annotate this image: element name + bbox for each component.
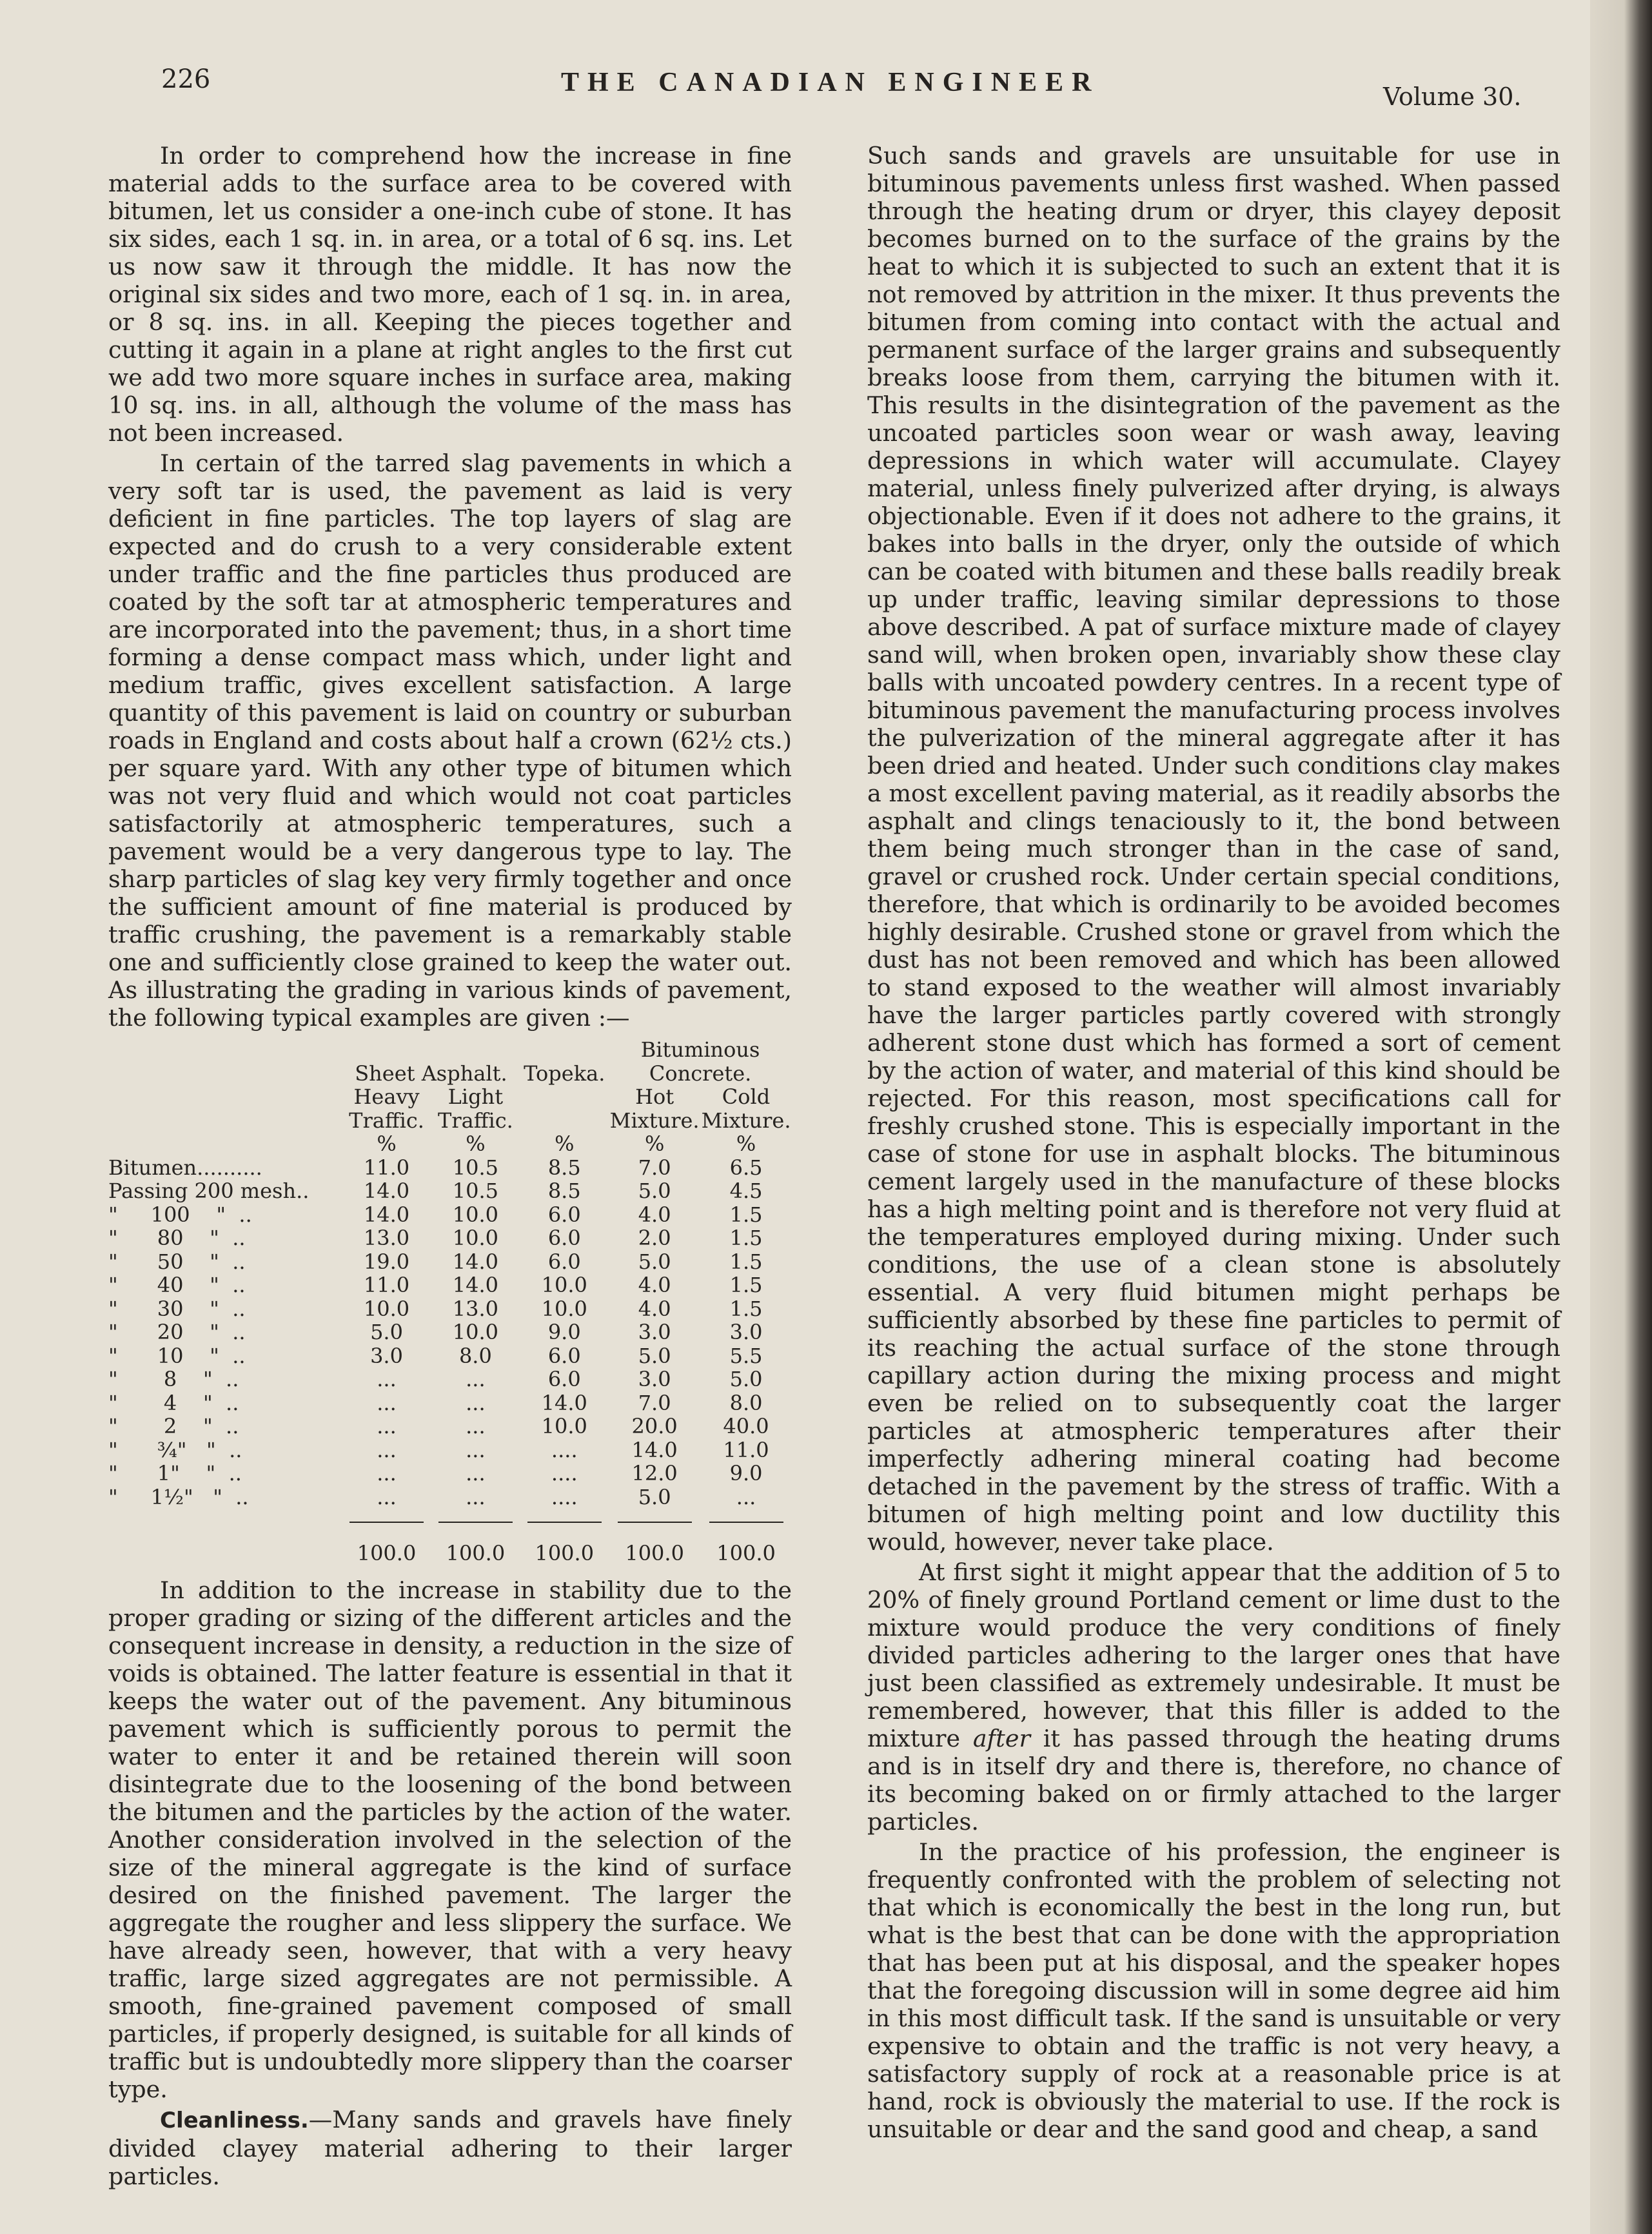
table-cell: 13.0	[363, 1226, 410, 1250]
row-label-text: " 50 " ..	[108, 1249, 246, 1274]
row-label	[108, 1273, 342, 1297]
table-cell: ...	[466, 1484, 486, 1509]
total-cell: 100.0	[535, 1540, 595, 1565]
table-cell: 1.5	[729, 1296, 763, 1321]
filler-text-start: At first sight it might appear that the addition of 5 to 20% of finely ground Portland cement or lime dust to the mixture would produce the very conditions of finely divided particles adhering to the larger ones that have just been classified as extremely undesirable. It must be remembered, however, that this filler is added to the mixture	[867, 1558, 1560, 1752]
paragraph-tarred-slag: In certain of the tarred slag pavements in which a very soft tar is used, the pavement as laid is very deficient in fine particles. The top layers of slag are expected and do crush to a very considerable extent under traffic and the fine particles thus produced are coated by the soft tar at atmospheric temperatures and are incorporated into the pavement; thus, in a short time forming a dense compact mass which, under light and medium traffic, gives excellent satisfaction. A large quantity of this pavement is laid on country or suburban roads in England and costs about half a crown (62½ cts.) per square yard. With any other type of bitumen which was not very fluid and which would not coat particles satisfactorily at atmospheric temperatures, such a pavement would be a very dangerous type to lay. The sharp particles of slag key very firmly together and once the sufficient amount of fine material is produced by traffic crushing, the pavement is a remarkably stable one and sufficiently close grained to keep the water out. As illustrating the grading in various kinds of pavement, the following typical examples are given :—	[108, 449, 792, 1032]
table-cell: 9.0	[547, 1320, 581, 1344]
table-cell: 5.0	[638, 1343, 671, 1368]
running-head	[0, 64, 1573, 116]
row-label-text: " 30 " ..	[108, 1296, 246, 1321]
table-cell: 5.0	[638, 1484, 671, 1509]
table-cell: 10.0	[363, 1296, 410, 1321]
table-cell: ...	[377, 1390, 397, 1415]
total-rule	[618, 1522, 692, 1523]
cleanliness-text: —Many sands and gravels have finely divided clayey material adhering to their larger particles.	[108, 2106, 792, 2190]
table-cell: 5.0	[638, 1249, 671, 1274]
total-rule	[349, 1522, 424, 1523]
table-cell: 9.0	[729, 1461, 763, 1485]
table-cell: 1.5	[729, 1273, 763, 1297]
grading-rows	[108, 1156, 792, 1509]
table-cell: 14.0	[541, 1390, 587, 1415]
table-cell: ...	[466, 1437, 486, 1462]
table-cell: 10.0	[541, 1414, 587, 1438]
paragraph-filler	[867, 1558, 1560, 1836]
header-topeka: Topeka.	[524, 1061, 605, 1086]
table-cell: 14.0	[631, 1437, 678, 1462]
row-label	[108, 1297, 342, 1321]
totals-row	[108, 1533, 792, 1565]
table-row	[108, 1344, 792, 1368]
table-cell: ....	[551, 1461, 578, 1485]
table-cell: 4.0	[638, 1296, 671, 1321]
table-cell: 4.0	[638, 1273, 671, 1297]
table-cell: 10.0	[541, 1273, 587, 1297]
table-cell: ...	[466, 1367, 486, 1391]
header-light: Light	[447, 1084, 504, 1109]
table-cell: 3.0	[729, 1320, 763, 1344]
table-cell: 7.0	[638, 1155, 671, 1180]
header-concrete: Concrete.	[649, 1061, 752, 1086]
table-cell: 1.5	[729, 1226, 763, 1250]
table-cell: ...	[377, 1461, 397, 1485]
table-row	[108, 1415, 792, 1438]
table-cell: 2.0	[638, 1226, 671, 1250]
table-cell: 3.0	[370, 1343, 403, 1368]
header-cold: Cold	[722, 1084, 771, 1109]
paragraph-engineer-practice: In the practice of his profession, the engineer is frequently confronted with the problem of selecting not that which is economically the best in the long run, but what is the best that can be done with the appropriation that has been put at his disposal, and the speaker hopes that the foregoing discussion will in some degree aid him in this most difficult task. If the sand is unsuitable or very expensive to obtain and the traffic is not very heavy, a satisfactory supply of rock at a reasonable price is at hand, rock is obviously the material to use. If the rock is unsuitable or dear and the sand good and cheap, a sand	[867, 1838, 1560, 2143]
table-cell: 13.0	[452, 1296, 499, 1321]
header-heavy: Heavy	[353, 1084, 420, 1109]
row-label-text: " 80 " ..	[108, 1226, 246, 1250]
table-row	[108, 1438, 792, 1462]
row-label	[108, 1438, 342, 1462]
row-label-text: Bitumen	[108, 1155, 197, 1180]
table-cell: 11.0	[723, 1437, 769, 1462]
row-label	[108, 1344, 342, 1368]
row-label-text: " 100 " ..	[108, 1202, 252, 1227]
header-heavy-traffic: Traffic.	[349, 1108, 424, 1133]
table-cell: 8.0	[458, 1343, 492, 1368]
percent-heading: %	[644, 1132, 665, 1156]
filler-text-end: it has passed through the heating drums and is in itself dry and there is, therefore, no chance of its becoming baked on or firmly attached to the larger particles.	[867, 1725, 1560, 1836]
cleanliness-heading: Cleanliness.	[160, 2108, 309, 2133]
row-label	[108, 1203, 342, 1227]
table-cell: 4.0	[638, 1202, 671, 1227]
table-cell: 10.5	[452, 1179, 499, 1203]
table-cell: 14.0	[452, 1249, 499, 1274]
left-column	[108, 142, 792, 2190]
row-label	[108, 1250, 342, 1274]
table-cell: 7.0	[638, 1390, 671, 1415]
percent-heading: %	[555, 1132, 575, 1156]
grading-table	[108, 1038, 792, 1565]
paragraph-stability: In addition to the increase in stability due to the proper grading or sizing of the different articles and the consequent increase in density, a reduction in the size of voids is obtained. The latter feature is essential in that it keeps the water out of the pavement. Any bituminous pavement which is sufficiently porous to permit the water to enter it and be retained therein will soon disintegrate due to the loosening of the bond between the bitumen and the particles by the action of the water. Another consideration involved in the selection of the size of the mineral aggregate is the kind of surface desired on the finished pavement. The larger the aggregate the rougher and less slippery the surface. We have already seen, however, that with a very heavy traffic, large sized aggregates are not permissible. A smooth, fine-grained pavement composed of small particles, if properly designed, is suitable for all kinds of traffic but is undoubtedly more slippery than the coarser type.	[108, 1576, 792, 2103]
row-label-text: Passing 200 mesh..	[108, 1179, 310, 1203]
table-cell: 6.5	[729, 1155, 763, 1180]
total-cell: 100.0	[716, 1540, 776, 1565]
percent-heading: %	[736, 1132, 756, 1156]
row-label	[108, 1462, 342, 1485]
table-row	[108, 1320, 792, 1344]
row-label	[108, 1367, 342, 1391]
table-cell: 12.0	[631, 1461, 678, 1485]
table-cell: 10.0	[452, 1320, 499, 1344]
page-number: 226	[161, 64, 211, 94]
total-cell: 100.0	[357, 1540, 417, 1565]
table-cell: 5.5	[729, 1343, 763, 1368]
total-rule	[709, 1522, 783, 1523]
row-label	[108, 1320, 342, 1344]
table-cell: ...	[736, 1484, 756, 1509]
table-cell: 1.5	[729, 1202, 763, 1227]
table-cell: ...	[377, 1414, 397, 1438]
total-cell: 100.0	[625, 1540, 684, 1565]
table-cell: 5.0	[638, 1179, 671, 1203]
table-row	[108, 1156, 792, 1180]
table-cell: ...	[466, 1390, 486, 1415]
table-cell: ....	[551, 1437, 578, 1462]
header-bituminous: Bituminous	[640, 1037, 760, 1062]
row-label-text: " 20 " ..	[108, 1320, 246, 1344]
table-cell: 8.5	[547, 1155, 581, 1180]
table-row	[108, 1273, 792, 1297]
table-cell: 8.5	[547, 1179, 581, 1203]
table-cell: 6.0	[547, 1343, 581, 1368]
table-row	[108, 1203, 792, 1227]
row-label	[108, 1156, 342, 1180]
table-row	[108, 1485, 792, 1509]
row-label	[108, 1179, 342, 1203]
paragraph-cube-example: In order to comprehend how the increase in fine material adds to the surface area to be covered with bitumen, let us consider a one-inch cube of stone. It has six sides, each 1 sq. in. in area, or a total of 6 sq. ins. Let us now saw it through the middle. It has now the original six sides and two more, each of 1 sq. in. in area, or 8 sq. ins. in all. Keeping the pieces together and cutting it again in a plane at right angles to the first cut we add two more square inches in surface area, making 10 sq. ins. in all, although the volume of the mass has not been increased.	[108, 142, 792, 447]
row-label-text: " 10 " ..	[108, 1343, 246, 1368]
table-cell: 11.0	[363, 1155, 410, 1180]
table-cell: 40.0	[723, 1414, 769, 1438]
table-cell: ...	[466, 1461, 486, 1485]
total-cell: 100.0	[446, 1540, 506, 1565]
row-label	[108, 1391, 342, 1415]
table-cell: 3.0	[638, 1320, 671, 1344]
table-cell: 19.0	[363, 1249, 410, 1274]
filler-italic-after: after	[972, 1725, 1030, 1752]
table-cell: 8.0	[729, 1390, 763, 1415]
paragraph-cleanliness	[108, 2106, 792, 2190]
table-row	[108, 1367, 792, 1391]
table-cell: 11.0	[363, 1273, 410, 1297]
table-row	[108, 1179, 792, 1203]
row-label-text: " 1" " ..	[108, 1461, 242, 1485]
page-edge-shadow	[1590, 0, 1652, 2234]
table-cell: 5.0	[370, 1320, 403, 1344]
table-cell: 6.0	[547, 1367, 581, 1391]
table-row	[108, 1226, 792, 1250]
right-column	[867, 142, 1560, 2143]
row-label-text: " 1½" " ..	[108, 1484, 249, 1509]
table-cell: 10.0	[541, 1296, 587, 1321]
paragraph-clayey-material: Such sands and gravels are unsuitable for use in bituminous pavements unless first washed. When passed through the heating drum or dryer, this clayey deposit becomes burned on to the surface of the grains by the heat to which it is subjected to such an extent that it is not removed by attrition in the mixer. It thus prevents the bitumen from coming into contact with the actual and permanent surface of the larger grains and subsequently breaks loose from them, carrying the bitumen with it. This results in the disintegration of the pavement as the uncoated particles soon wear or wash away, leaving depressions in which water will accumulate. Clayey material, unless finely pulverized after drying, is always objectionable. Even if it does not adhere to the grains, it bakes into balls in the dryer, only the outside of which can be coated with bitumen and these balls readily break up under traffic, leaving similar depressions to those above described. A pat of surface mixture made of clayey sand will, when broken open, invariably show these clay balls with uncoated powdery centres. In a recent type of bituminous pavement the manufacturing process involves the pulverization of the mineral aggregate after it has been dried and heated. Under such conditions clay makes a most excellent paving material, as it readily absorbs the asphalt and clings tenaciously to it, the bond between them being much stronger than in the case of sand, gravel or crushed rock. Under certain special conditions, therefore, that which is ordinarily to be avoided becomes highly desirable. Crushed stone or gravel from which the dust has not been removed and which has been allowed to stand exposed to the weather will almost invariably have the larger particles partly covered with strongly adherent stone dust which has formed a sort of cement by the action of water, and material of this kind should be rejected. For this reason, most specifications call for freshly crushed stone. This is especially important in the case of stone for use in asphalt blocks. The bituminous cement largely used in the manufacture of these blocks has a high melting point and is therefore not very fluid at the temperatures employed during mixing. Under such conditions, the use of a clean stone is absolutely essential. A very fluid bitumen might perhaps be sufficiently absorbed by these fine particles to permit of its reaching the actual surface of the stone through capillary action during the mixing process and might even be relied on to subsequently coat the larger particles at atmospheric temperatures after their imperfectly adhering mineral coating had become detached in the pavement by the stress of traffic. With a bitumen of high melting point and low ductility this would, however, never take place.	[867, 142, 1560, 1556]
total-rule	[438, 1522, 513, 1523]
rule-row	[108, 1509, 792, 1533]
table-cell: 14.0	[363, 1202, 410, 1227]
row-label-text: " 40 " ..	[108, 1273, 246, 1297]
header-hot: Hot	[635, 1084, 674, 1109]
header-cold-mixture: Mixture.	[701, 1108, 791, 1133]
journal-title: THE CANADIAN ENGINEER	[561, 68, 1100, 97]
table-cell: ...	[466, 1414, 486, 1438]
header-hot-mixture: Mixture.	[609, 1108, 700, 1133]
table-row	[108, 1297, 792, 1321]
table-cell: ...	[377, 1437, 397, 1462]
table-cell: 20.0	[631, 1414, 678, 1438]
row-label	[108, 1485, 342, 1509]
table-cell: 10.0	[452, 1226, 499, 1250]
row-label-text: " 4 " ..	[108, 1390, 239, 1415]
table-cell: 6.0	[547, 1249, 581, 1274]
row-label-text: " 2 " ..	[108, 1414, 239, 1438]
table-cell: ...	[377, 1367, 397, 1391]
table-cell: 5.0	[729, 1367, 763, 1391]
table-row	[108, 1250, 792, 1274]
table-cell: 3.0	[638, 1367, 671, 1391]
row-label	[108, 1415, 342, 1438]
table-cell: ...	[377, 1484, 397, 1509]
row-label-text: " ¾" " ..	[108, 1437, 242, 1462]
table-cell: 10.0	[452, 1202, 499, 1227]
table-cell: ....	[551, 1484, 578, 1509]
row-label-text: " 8 " ..	[108, 1367, 239, 1391]
table-cell: 14.0	[363, 1179, 410, 1203]
table-cell: 1.5	[729, 1249, 763, 1274]
header-sheet-asphalt: Sheet Asphalt.	[355, 1061, 507, 1086]
percent-heading: %	[377, 1132, 397, 1156]
table-cell: 6.0	[547, 1226, 581, 1250]
percent-heading: %	[466, 1132, 486, 1156]
table-cell: 10.5	[452, 1155, 499, 1180]
table-cell: 14.0	[452, 1273, 499, 1297]
table-row	[108, 1391, 792, 1415]
header-light-traffic: Traffic.	[438, 1108, 513, 1133]
total-rule	[527, 1522, 602, 1523]
table-cell: 4.5	[729, 1179, 763, 1203]
table-cell: 6.0	[547, 1202, 581, 1227]
row-label	[108, 1226, 342, 1250]
table-row	[108, 1462, 792, 1485]
row-leader-dots: ..........	[197, 1155, 262, 1180]
volume-label: Volume 30.	[1383, 83, 1522, 111]
